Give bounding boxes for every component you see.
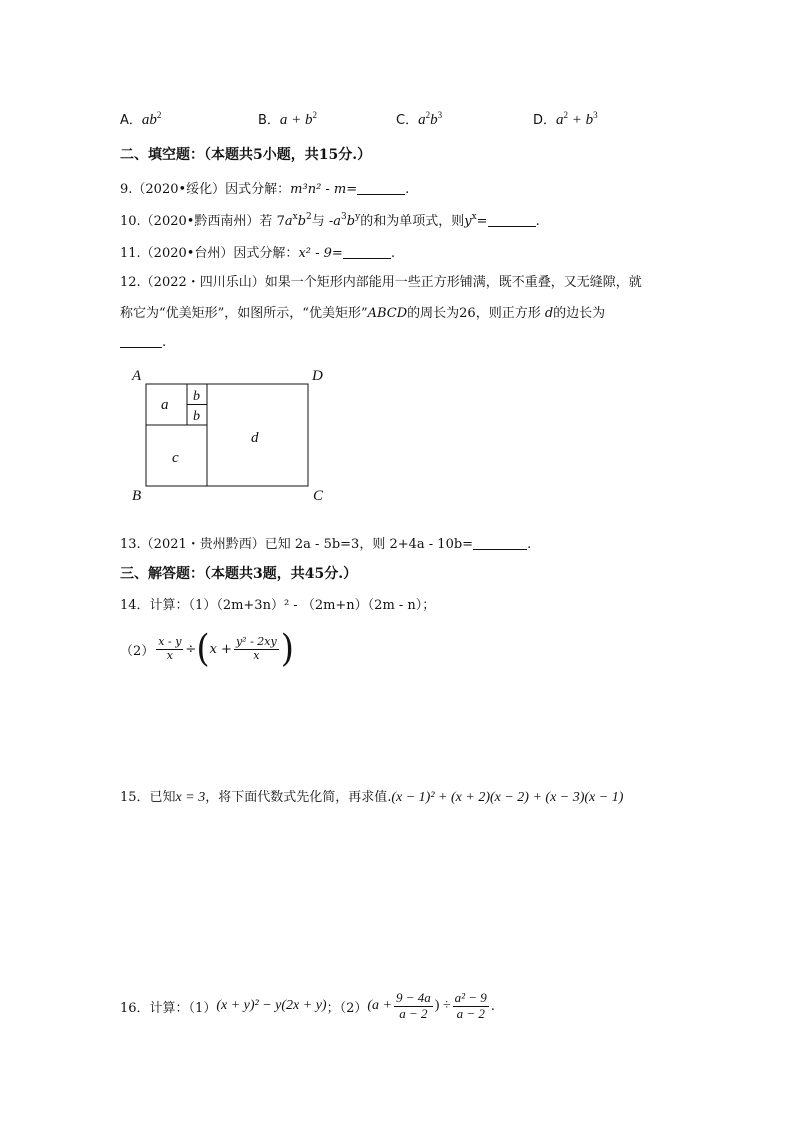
question-13: 13.（2021・贵州黔西）已知 2a - 5b=3，则 2+4a - 10b= . (120, 537, 532, 552)
option-d: D．$a^2 + b^3$ (533, 110, 598, 128)
question-9: 9.（2020•绥化）因式分解：m³n² - m= . (120, 182, 410, 197)
section-3-title: 三、解答题：（本题共3题，共45分.） (120, 566, 358, 582)
question-16: 16．计算：（1） (x + y)² − y(2x + y) ；（2） (a + $\frac{9 - 4a}{a - 2}$ ) ÷ $\frac{\text{a² − 9}}{a - 2}$ . (120, 989, 495, 1021)
question-14-part2: （2） $\frac{x - y}{x}$ ÷ ( x + $\frac{\text{y² - 2xy}}{x}$ ) (120, 627, 294, 671)
option-c: C．$a^2b^3$ (396, 110, 443, 128)
corner-b-label: B (132, 488, 142, 504)
question-12-line2: 称它为“优美矩形”，如图所示，“优美矩形”ABCD的周长为26，则正方形 d的边长为 (120, 306, 606, 321)
fraction-4: $\frac{\text{a² − 9}}{a - 2}$ (454, 989, 487, 1021)
square-c-label: c (172, 450, 179, 466)
fraction-1: $\frac{x - y}{x}$ (158, 634, 182, 662)
square-d-label: d (251, 430, 259, 446)
question-14-part1: 14．计算：（1）（2m+3n）² - （2m+n）（2m - n）； (120, 598, 436, 613)
question-11: 11.（2020•台州）因式分解：x² - 9= . (120, 246, 395, 261)
question-12-blank: . (120, 335, 166, 350)
rectangle-abcd (146, 384, 308, 486)
question-15: 15．已知x = 3，将下面代数式先化简，再求值.(x − 1)² + (x + 2)(x − 2) + (x − 3)(x − 1) (120, 790, 624, 805)
square-b1-label: b (193, 389, 200, 404)
corner-a-label: A (132, 368, 142, 384)
question-10: 10.（2020•黔西南州）若 $7a^xb^2$与 $-a^3b^y$的和为单项式，则$y^x=$ . (120, 212, 540, 229)
fraction-2: $\frac{\text{y² - 2xy}}{x}$ (235, 634, 277, 662)
optimal-rectangle-figure (128, 366, 338, 508)
question-12-line1: 12.（2022・四川乐山）如果一个矩形内部能用一些正方形铺满，既不重叠，又无缝隙，就 (120, 275, 642, 290)
option-b: B．$a + b^2$ (258, 110, 318, 128)
square-a-label: a (161, 397, 169, 413)
section-2-title: 二、填空题：（本题共5小题，共15分.） (120, 147, 372, 163)
fraction-3: $\frac{9 - 4a}{a - 2}$ (395, 989, 431, 1021)
square-b2-label: b (193, 409, 200, 424)
corner-d-label: D (312, 368, 323, 384)
corner-c-label: C (313, 488, 324, 504)
option-a: A．$ab^2$ (120, 110, 162, 128)
